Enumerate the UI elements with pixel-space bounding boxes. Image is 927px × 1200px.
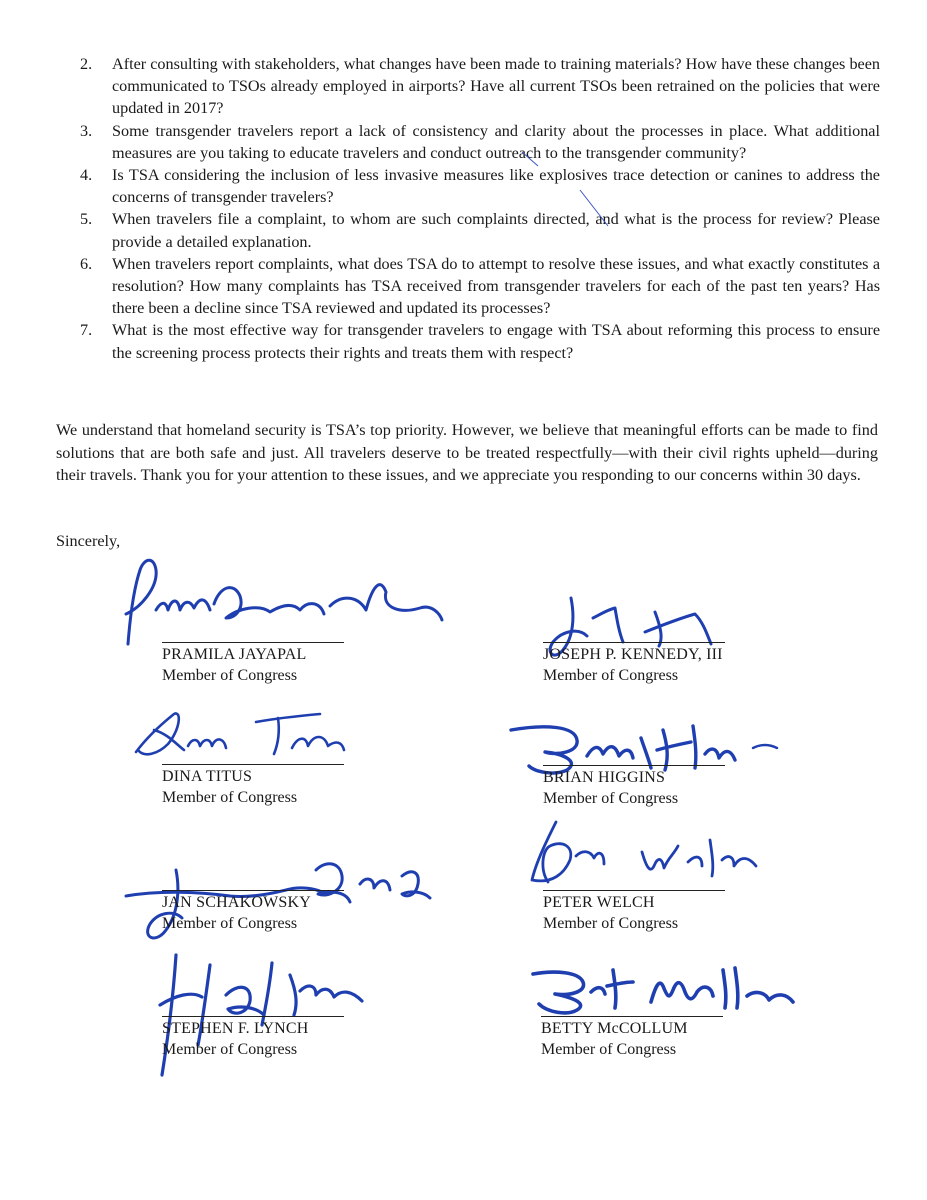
closing-paragraph: We understand that homeland security is TSA’s top priority. However, we believe that meaningful efforts can be made to find solutions that are both safe and just. All travelers deserve to be treated respectfully—with their civil rights upheld—during their travels. Thank you for your attention to these issues, and we appreciate you responding to our concerns within 30 days. bbox=[56, 421, 878, 485]
signatory-title: Member of Congress bbox=[543, 790, 679, 807]
signature-welch bbox=[512, 810, 772, 900]
signatory-name: DINA TITUS bbox=[162, 768, 253, 785]
question-item bbox=[80, 120, 880, 164]
signature-line bbox=[162, 1016, 344, 1017]
signatory-name: BRIAN HIGGINS bbox=[543, 769, 666, 786]
question-number: 3. bbox=[80, 121, 93, 140]
signature-line bbox=[543, 765, 725, 766]
signatory-title: Member of Congress bbox=[162, 667, 298, 684]
signature-line bbox=[543, 642, 725, 643]
question-number: 5. bbox=[80, 210, 93, 229]
signature-titus bbox=[128, 700, 368, 770]
signature-lynch bbox=[140, 935, 390, 1085]
question-text: Is TSA considering the inclusion of less invasive measures like explosives trace detection or canines to address the concerns of transgender travelers? bbox=[112, 166, 880, 207]
signature-line bbox=[162, 890, 344, 891]
signatory-name: PRAMILA JAYAPAL bbox=[162, 646, 307, 663]
signatory-title: Member of Congress bbox=[543, 915, 679, 932]
signatory-name: BETTY McCOLLUM bbox=[541, 1020, 688, 1037]
question-text: When travelers file a complaint, to whom are such complaints directed, and what is the process for review? Please provide a detailed explanation. bbox=[112, 210, 880, 251]
question-item bbox=[80, 53, 880, 120]
salutation: Sincerely, bbox=[56, 532, 121, 550]
signatory-title: Member of Congress bbox=[543, 667, 679, 684]
question-number: 4. bbox=[80, 166, 93, 185]
question-item bbox=[80, 208, 880, 252]
question-number: 2. bbox=[80, 55, 93, 73]
stray-pen-mark bbox=[520, 150, 620, 230]
signatory-title: Member of Congress bbox=[162, 1041, 298, 1058]
question-number: 6. bbox=[80, 254, 93, 273]
signatory-name: JOSEPH P. KENNEDY, III bbox=[543, 646, 723, 663]
signature-line bbox=[541, 1016, 723, 1017]
signatory-title: Member of Congress bbox=[162, 789, 298, 806]
signatory-name: JAN SCHAKOWSKY bbox=[162, 894, 312, 911]
question-item bbox=[80, 253, 880, 320]
question-item bbox=[80, 164, 880, 208]
question-item bbox=[80, 319, 880, 363]
question-text: When travelers report complaints, what does TSA do to attempt to resolve these issues, and what exactly constitutes a resolution? How many complaints has TSA received from transgender travelers for each of the past ten years? Has there been a decline since TSA reviewed and updated its processes? bbox=[112, 254, 880, 318]
question-text: What is the most effective way for transgender travelers to engage with TSA about reforming this process to ensure the screening process protects their rights and treats them with respect? bbox=[112, 321, 880, 362]
signatory-name: STEPHEN F. LYNCH bbox=[162, 1020, 309, 1037]
signatory-name: PETER WELCH bbox=[543, 894, 655, 911]
signature-line bbox=[162, 764, 344, 765]
signature-line bbox=[543, 890, 725, 891]
signature-mccollum bbox=[525, 952, 805, 1022]
signatory-title: Member of Congress bbox=[162, 915, 298, 932]
signatory-title: Member of Congress bbox=[541, 1041, 677, 1058]
question-text: Some transgender travelers report a lack of consistency and clarity about the processes in place. What additional measures are you taking to educate travelers and conduct outreach to the transgender community? bbox=[112, 121, 880, 162]
question-number: 7. bbox=[80, 321, 93, 340]
signature-line bbox=[162, 642, 344, 643]
question-text: After consulting with stakeholders, what changes have been made to training materials? How have these changes been communicated to TSOs already employed in airports? Have all current TSOs been retrained on the policies that were updated in 2017? bbox=[112, 55, 880, 118]
question-list bbox=[80, 53, 880, 364]
